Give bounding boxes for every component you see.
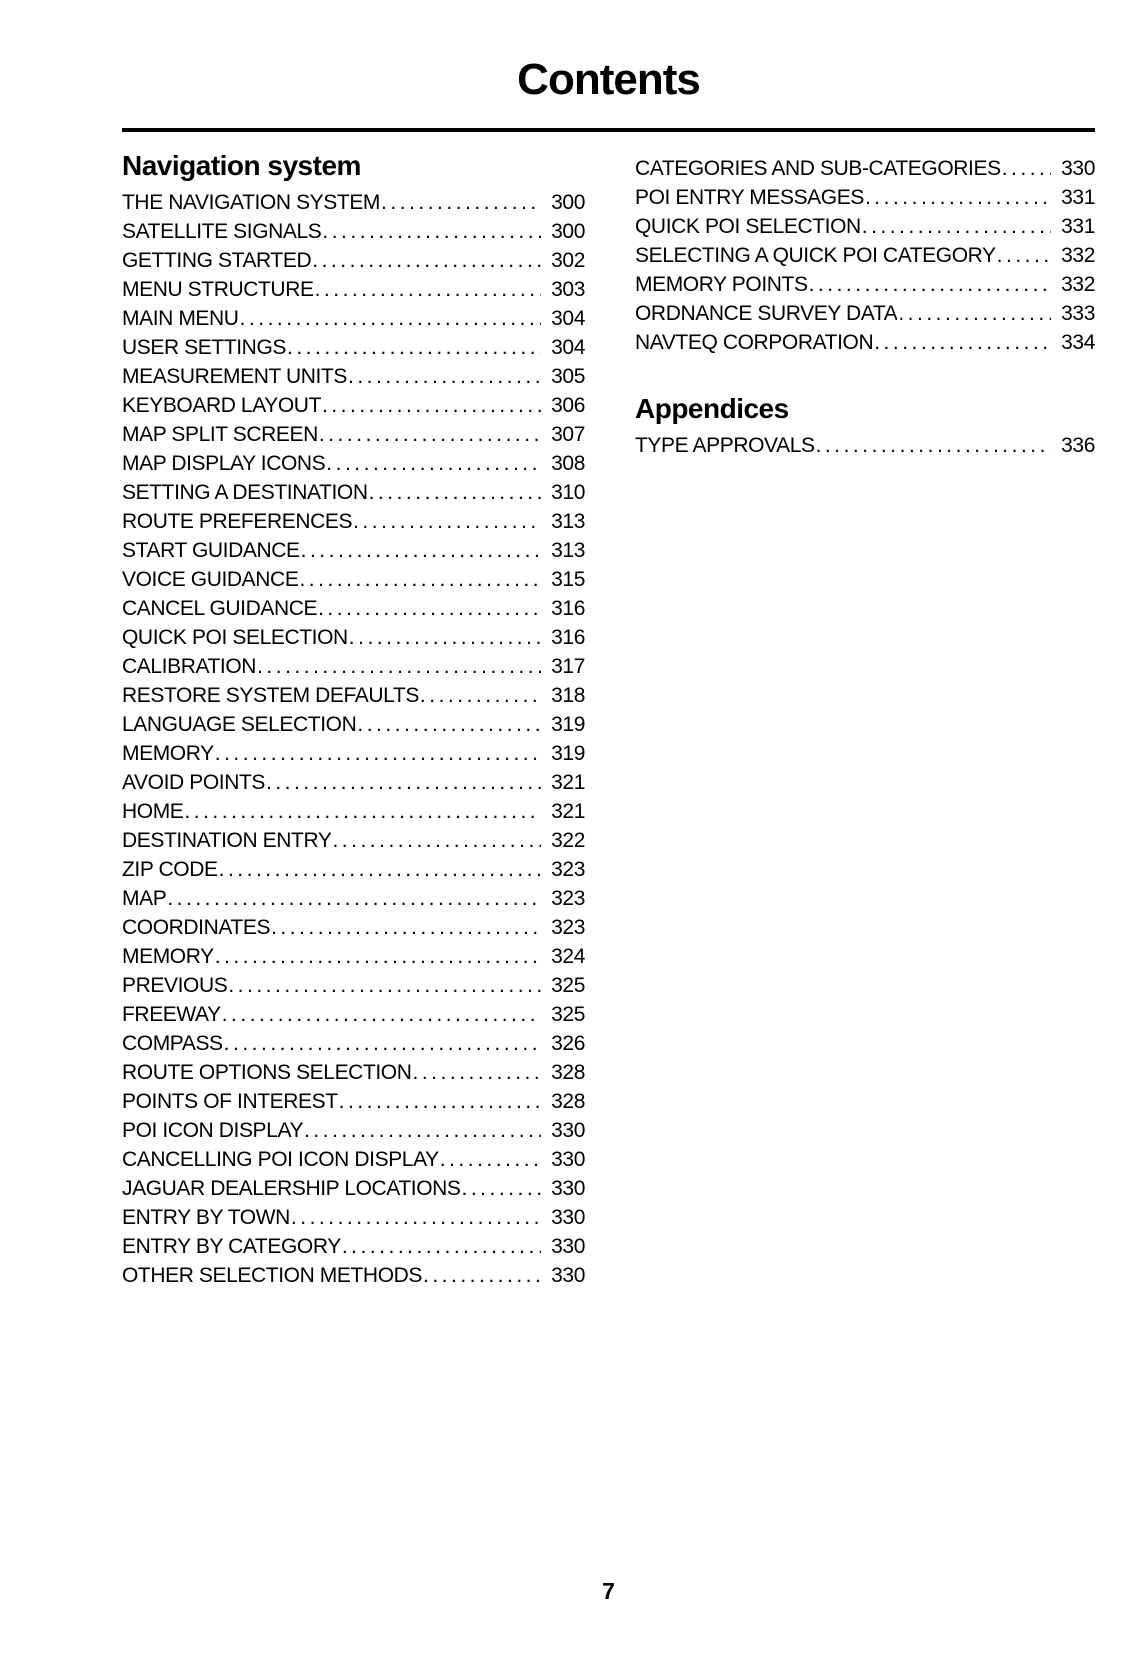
dot-leader (462, 1174, 541, 1203)
toc-entry-title: COMPASS (122, 1032, 223, 1055)
toc-entry-page: 302 (551, 249, 585, 272)
toc-entry-title: ENTRY BY TOWN (122, 1206, 290, 1229)
toc-entry (122, 1145, 585, 1174)
dot-leader (215, 739, 541, 768)
toc-entry (122, 623, 585, 652)
toc-entry-page: 330 (551, 1264, 585, 1287)
toc-entry (122, 188, 585, 217)
toc-entry-title: NAVTEQ CORPORATION (635, 331, 874, 354)
dot-leader (240, 304, 541, 333)
toc-entry (635, 212, 1095, 241)
toc-entry-title: DESTINATION ENTRY (122, 829, 332, 852)
dot-leader (319, 420, 541, 449)
toc-entry (122, 1174, 585, 1203)
dot-leader (332, 826, 541, 855)
dot-leader (271, 913, 541, 942)
toc-entry-title: MEASUREMENT UNITS (122, 365, 347, 388)
toc-entry-title: JAGUAR DEALERSHIP LOCATIONS (122, 1177, 461, 1200)
toc-entry-title: LANGUAGE SELECTION (122, 713, 357, 736)
toc-entry (122, 913, 585, 942)
dot-leader (874, 328, 1051, 357)
toc-entry-page: 325 (551, 974, 585, 997)
dot-leader (322, 391, 541, 420)
toc-list-navigation-system-continued (635, 150, 1095, 357)
dot-leader (322, 217, 541, 246)
page-title: Contents (517, 55, 700, 104)
toc-entry-title: MAP (122, 887, 167, 910)
toc-entry-title: ZIP CODE (122, 858, 218, 881)
dot-leader (369, 478, 541, 507)
toc-entry-page: 316 (551, 626, 585, 649)
toc-entry (122, 826, 585, 855)
toc-entry-page: 330 (551, 1206, 585, 1229)
toc-entry-title: GETTING STARTED (122, 249, 312, 272)
toc-entry (122, 1116, 585, 1145)
toc-entry (122, 797, 585, 826)
toc-entry-page: 318 (551, 684, 585, 707)
dot-leader (420, 681, 541, 710)
toc-entry-page: 326 (551, 1032, 585, 1055)
toc-entry-page: 300 (551, 220, 585, 243)
toc-entry-page: 328 (551, 1061, 585, 1084)
toc-entry-title: MAP DISPLAY ICONS (122, 452, 326, 475)
toc-entry-title: VOICE GUIDANCE (122, 568, 299, 591)
toc-entry-title: MEMORY (122, 945, 214, 968)
toc-entry (122, 420, 585, 449)
toc-entry-title: AVOID POINTS (122, 771, 265, 794)
dot-leader (224, 1029, 541, 1058)
dot-leader (353, 507, 541, 536)
toc-entry (122, 739, 585, 768)
toc-entry-page: 307 (551, 423, 585, 446)
right-column (635, 150, 1095, 1290)
toc-entry-page: 331 (1061, 186, 1095, 209)
dot-leader (440, 1145, 541, 1174)
toc-entry-title: CATEGORIES AND SUB-CATEGORIES (635, 157, 1001, 180)
toc-entry-title: PREVIOUS (122, 974, 228, 997)
toc-entry-title: ROUTE PREFERENCES (122, 510, 353, 533)
toc-entry-title: OTHER SELECTION METHODS (122, 1264, 422, 1287)
toc-entry (122, 768, 585, 797)
title-rule (122, 128, 1095, 132)
toc-entry-title: POI ICON DISPLAY (122, 1119, 304, 1142)
toc-entry-page: 300 (551, 191, 585, 214)
toc-entry (122, 1203, 585, 1232)
toc-entry (122, 391, 585, 420)
toc-entry-title: MAP SPLIT SCREEN (122, 423, 318, 446)
toc-entry (122, 855, 585, 884)
toc-entry-page: 316 (551, 597, 585, 620)
toc-entry-title: POI ENTRY MESSAGES (635, 186, 864, 209)
toc-entry-page: 306 (551, 394, 585, 417)
toc-entry (122, 1000, 585, 1029)
toc-entry (122, 1087, 585, 1116)
dot-leader (349, 623, 541, 652)
toc-entry-page: 332 (1061, 244, 1095, 267)
toc-entry-page: 323 (551, 916, 585, 939)
toc-entry-title: ENTRY BY CATEGORY (122, 1235, 341, 1258)
dot-leader (997, 241, 1051, 270)
toc-entry-title: MAIN MENU (122, 307, 239, 330)
dot-leader (222, 1000, 541, 1029)
toc-entry (122, 478, 585, 507)
toc-entry-page: 323 (551, 858, 585, 881)
toc-entry (122, 884, 585, 913)
toc-entry-page: 330 (551, 1177, 585, 1200)
toc-entry-title: SETTING A DESTINATION (122, 481, 368, 504)
toc-entry (635, 241, 1095, 270)
toc-entry-page: 321 (551, 800, 585, 823)
toc-entry-title: SELECTING A QUICK POI CATEGORY (635, 244, 996, 267)
toc-entry-title: MEMORY (122, 742, 214, 765)
toc-entry-title: ORDNANCE SURVEY DATA (635, 302, 898, 325)
dot-leader (184, 797, 541, 826)
dot-leader (266, 768, 541, 797)
left-column (122, 150, 585, 1290)
toc-entry-page: 313 (551, 510, 585, 533)
toc-entry (122, 710, 585, 739)
dot-leader (898, 299, 1051, 328)
toc-entry (635, 270, 1095, 299)
toc-entry-page: 333 (1061, 302, 1095, 325)
dot-leader (291, 1203, 541, 1232)
toc-entry-page: 330 (551, 1235, 585, 1258)
toc-entry-page: 323 (551, 887, 585, 910)
toc-entry-title: MENU STRUCTURE (122, 278, 314, 301)
dot-leader (342, 1232, 541, 1261)
toc-entry-page: 319 (551, 713, 585, 736)
toc-entry-title: SATELLITE SIGNALS (122, 220, 322, 243)
dot-leader (167, 884, 541, 913)
toc-entry-page: 313 (551, 539, 585, 562)
dot-leader (339, 1087, 541, 1116)
toc-entry (122, 507, 585, 536)
toc-entry (122, 681, 585, 710)
toc-entry-title: RESTORE SYSTEM DEFAULTS (122, 684, 419, 707)
toc-list-navigation-system (122, 188, 585, 1290)
toc-entry-title: USER SETTINGS (122, 336, 286, 359)
dot-leader (326, 449, 541, 478)
toc-entry-page: 304 (551, 307, 585, 330)
toc-entry-title: MEMORY POINTS (635, 273, 808, 296)
dot-leader (816, 431, 1051, 460)
toc-entry-page: 319 (551, 742, 585, 765)
dot-leader (215, 942, 541, 971)
dot-leader (301, 536, 541, 565)
toc-entry (122, 594, 585, 623)
toc-entry (122, 217, 585, 246)
toc-entry-page: 336 (1061, 434, 1095, 457)
toc-entry-page: 310 (551, 481, 585, 504)
dot-leader (862, 212, 1051, 241)
toc-entry (122, 1029, 585, 1058)
toc-entry (122, 536, 585, 565)
toc-entry (635, 299, 1095, 328)
toc-entry (122, 362, 585, 391)
toc-entry-title: QUICK POI SELECTION (635, 215, 861, 238)
dot-leader (287, 333, 541, 362)
toc-entry (122, 449, 585, 478)
dot-leader (299, 565, 541, 594)
dot-leader (423, 1261, 541, 1290)
dot-leader (318, 594, 541, 623)
toc-entry-page: 303 (551, 278, 585, 301)
toc-entry-title: FREEWAY (122, 1003, 221, 1026)
toc-entry-page: 334 (1061, 331, 1095, 354)
toc-entry-page: 330 (551, 1148, 585, 1171)
toc-entry (635, 183, 1095, 212)
toc-entry (122, 1058, 585, 1087)
toc-entry-page: 317 (551, 655, 585, 678)
toc-entry-page: 315 (551, 568, 585, 591)
dot-leader (257, 652, 541, 681)
dot-leader (219, 855, 541, 884)
dot-leader (413, 1058, 541, 1087)
toc-entry-page: 331 (1061, 215, 1095, 238)
toc-entry (635, 154, 1095, 183)
toc-entry-title: CANCELLING POI ICON DISPLAY (122, 1148, 439, 1171)
toc-entry (122, 652, 585, 681)
dot-leader (1002, 154, 1051, 183)
toc-entry-title: CANCEL GUIDANCE (122, 597, 318, 620)
toc-entry-page: 308 (551, 452, 585, 475)
toc-entry-title: START GUIDANCE (122, 539, 300, 562)
toc-entry-title: POINTS OF INTEREST (122, 1090, 338, 1113)
toc-entry-page: 330 (1061, 157, 1095, 180)
section-heading-navigation-system: Navigation system (122, 150, 361, 181)
toc-entry (122, 333, 585, 362)
dot-leader (809, 270, 1051, 299)
toc-entry-title: THE NAVIGATION SYSTEM (122, 191, 381, 214)
toc-entry-page: 305 (551, 365, 585, 388)
toc-entry-page: 321 (551, 771, 585, 794)
toc-entry-page: 328 (551, 1090, 585, 1113)
toc-entry (122, 1261, 585, 1290)
toc-entry-title: CALIBRATION (122, 655, 257, 678)
toc-entry-page: 304 (551, 336, 585, 359)
toc-list-appendices (635, 431, 1095, 460)
toc-entry (635, 328, 1095, 357)
toc-entry (122, 246, 585, 275)
toc-entry-page: 330 (551, 1119, 585, 1142)
dot-leader (304, 1116, 541, 1145)
toc-entry-title: ROUTE OPTIONS SELECTION (122, 1061, 412, 1084)
toc-entry (122, 275, 585, 304)
toc-columns (122, 150, 1095, 1290)
section-heading-appendices: Appendices (635, 393, 789, 424)
dot-leader (348, 362, 541, 391)
dot-leader (312, 246, 541, 275)
dot-leader (357, 710, 541, 739)
toc-entry (122, 304, 585, 333)
toc-entry-title: KEYBOARD LAYOUT (122, 394, 321, 417)
toc-entry-page: 325 (551, 1003, 585, 1026)
dot-leader (315, 275, 541, 304)
toc-entry-page: 322 (551, 829, 585, 852)
toc-entry (122, 971, 585, 1000)
toc-entry (122, 565, 585, 594)
page-footer (122, 1578, 1095, 1605)
toc-entry-title: QUICK POI SELECTION (122, 626, 348, 649)
dot-leader (865, 183, 1051, 212)
toc-entry (122, 1232, 585, 1261)
dot-leader (381, 188, 541, 217)
toc-entry-page: 324 (551, 945, 585, 968)
toc-entry-title: HOME (122, 800, 184, 823)
toc-entry-page: 332 (1061, 273, 1095, 296)
toc-entry-title: TYPE APPROVALS (635, 434, 815, 457)
dot-leader (228, 971, 541, 1000)
toc-entry (122, 942, 585, 971)
toc-entry (635, 431, 1095, 460)
page-number: 7 (602, 1578, 615, 1604)
contents-page (122, 0, 1095, 1654)
toc-entry-title: COORDINATES (122, 916, 271, 939)
